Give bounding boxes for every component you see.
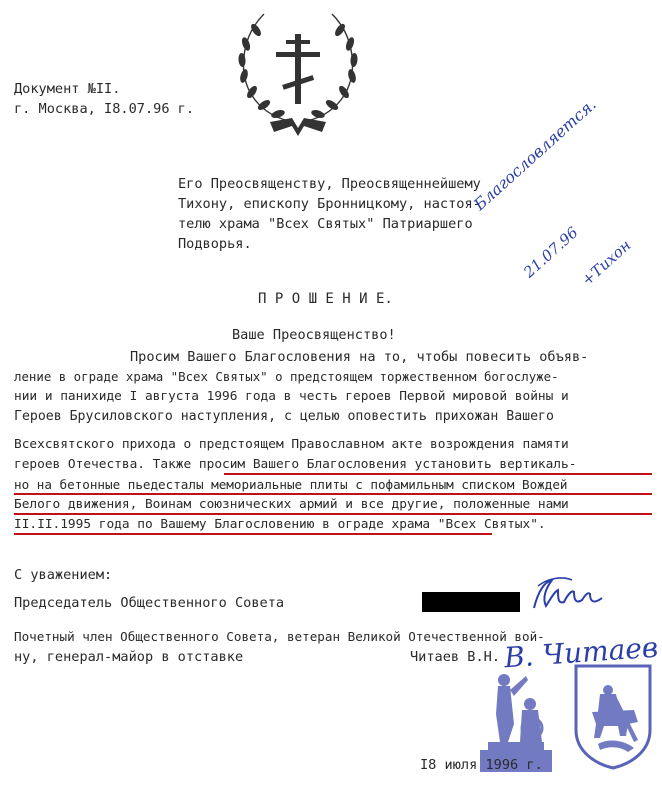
signatory-2-line-1: Почетный член Общественного Совета, ветеран Великой Отечественной вой- [14, 629, 545, 644]
body-line-6: героев Отечества. Также просим Вашего Благословения установить вертикаль- [14, 457, 577, 472]
red-underline-3 [14, 513, 652, 515]
body-line-1: Просим Вашего Благословения на то, чтобы повесить объяв- [130, 349, 589, 365]
body-line-5: Всехсвятского прихода о предстоящем Православном акте возрождения памяти [14, 437, 569, 452]
document-number: Документ №II. [14, 81, 121, 97]
closing: С уважением: [14, 567, 113, 583]
address-line-3: телю храма "Всех Святых" Патриаршего [178, 216, 473, 232]
signatory-2-line-2: ну, генерал-майор в отставке [14, 649, 244, 665]
salutation: Ваше Преосвященство! [232, 327, 396, 343]
red-underline-2 [14, 493, 652, 495]
red-underline-1 [224, 473, 652, 475]
resolution-date: 21.07.96 [520, 223, 582, 282]
address-line-1: Его Преосвященству, Преосвященнейшему [178, 176, 481, 192]
body-line-4: Героев Брусиловского наступления, с целью оповестить прихожан Вашего [14, 409, 554, 424]
signature-1 [528, 572, 608, 618]
resolution-mark: +Тихон [578, 236, 635, 290]
document-title: П Р О Ш Е Н И Е. [258, 291, 393, 307]
body-line-8: Белого движения, Воинам союзнических армий и все другие, положенные нами [14, 497, 569, 512]
handwritten-resolution [470, 94, 660, 290]
body-line-3: нии и панихиде I августа 1996 года в честь героев Первой мировой войны и [14, 389, 569, 404]
signature-2: В. Читаев [503, 630, 660, 675]
body-line-2: ление в ограде храма "Всех Святых" о предстоящем торжественном богослуже- [14, 369, 559, 384]
place-date: г. Москва, I8.07.96 г. [14, 101, 195, 117]
footer-date: I8 июля 1996 г. [420, 757, 543, 773]
resolution-word: Благословляется. [470, 94, 600, 215]
red-underline-4 [14, 533, 492, 535]
body-line-7: но на бетонные пьедесталы мемориальные плиты с пофамильным списком Вождей [14, 477, 568, 492]
body-line-9: II.II.1995 года по Вашему Благословению в ограде храма "Всех Святых". [14, 517, 546, 532]
address-line-4: Подворья. [178, 236, 252, 252]
redaction-bar [422, 592, 520, 612]
stamp-saint-george [568, 660, 658, 772]
cross-wreath-emblem [232, 4, 364, 152]
signatory-1: Председатель Общественного Совета [14, 595, 285, 611]
address-line-2: Тихону, епископу Бронницкому, настоя- [178, 196, 481, 212]
signatory-2-name: Читаев В.Н. [410, 649, 501, 665]
